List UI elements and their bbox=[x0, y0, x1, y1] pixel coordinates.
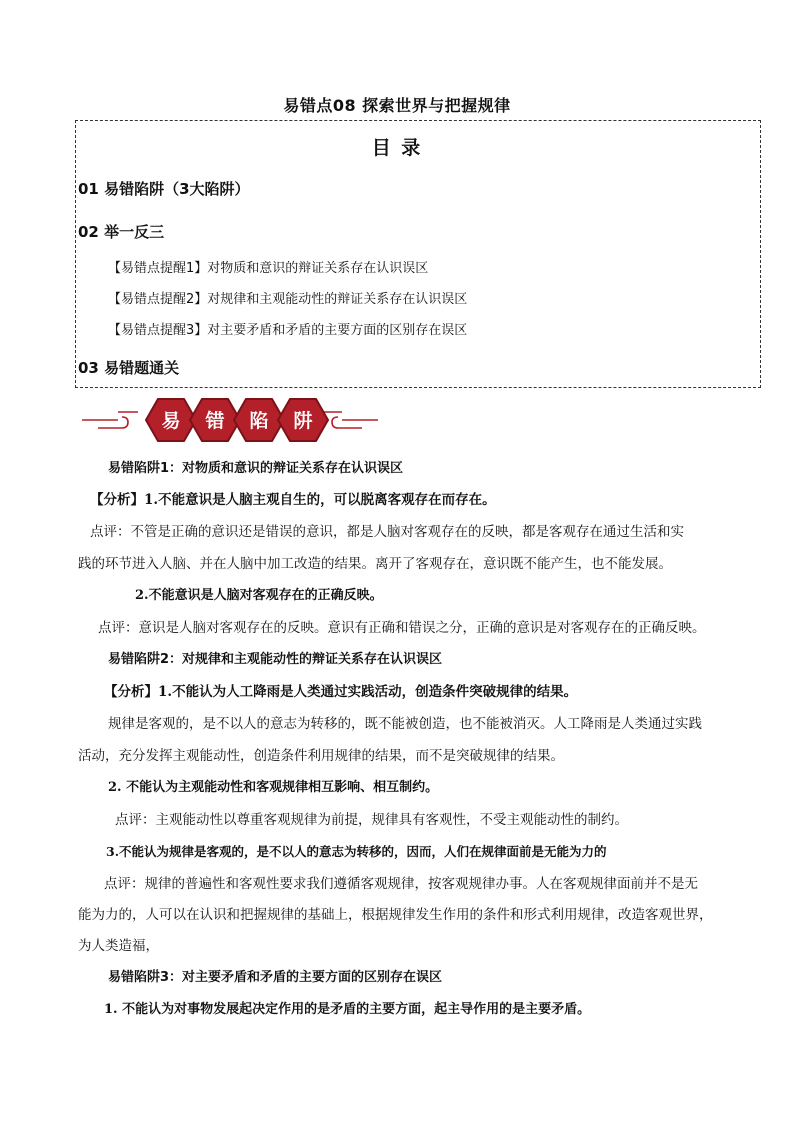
banner-char-4: 阱 bbox=[293, 410, 313, 432]
toc-item-exercises[interactable]: 03 易错题通关 bbox=[78, 359, 180, 377]
toc-subitem-3[interactable]: 【易错点提醒3】对主要矛盾和矛盾的主要方面的区别存在误区 bbox=[108, 323, 468, 338]
toc-item-examples[interactable]: 02 举一反三 bbox=[78, 223, 165, 241]
trap-1-heading: 易错陷阱1：对物质和意识的辩证关系存在认识误区 bbox=[108, 461, 404, 476]
toc-heading: 目 录 bbox=[371, 137, 423, 159]
banner-left-ornament bbox=[82, 412, 138, 428]
document-title: 易错点08 探索世界与把握规律 bbox=[283, 96, 511, 115]
trap-2-point-2: 2. 不能认为主观能动性和客观规律相互影响、相互制约。 bbox=[108, 780, 439, 795]
trap-1-point-2: 2.不能意识是人脑对客观存在的正确反映。 bbox=[135, 588, 383, 603]
trap-2-comment-2: 点评：主观能动性以尊重客观规律为前提，规律具有客观性，不受主观能动性的制约。 bbox=[115, 812, 628, 828]
trap-3-heading: 易错陷阱3：对主要矛盾和矛盾的主要方面的区别存在误区 bbox=[108, 970, 443, 985]
trap-2-text-line-1: 规律是客观的，是不以人的意志为转移的，既不能被创造，也不能被消灭。人工降雨是人类通过实践 bbox=[108, 716, 702, 732]
toc-subitem-1[interactable]: 【易错点提醒1】对物质和意识的辩证关系存在认识误区 bbox=[108, 261, 429, 276]
trap-2-heading: 易错陷阱2：对规律和主观能动性的辩证关系存在认识误区 bbox=[108, 652, 443, 667]
trap-2-comment-3-line-1: 点评：规律的普遍性和客观性要求我们遵循客观规律，按客观规律办事。人在客观规律面前并不是无 bbox=[104, 876, 698, 892]
section-banner bbox=[78, 393, 382, 447]
trap-2-comment-3-line-3: 为人类造福， bbox=[78, 938, 159, 954]
trap-1-comment-line-1: 点评：不管是正确的意识还是错误的意识，都是人脑对客观存在的反映，都是客观存在通过生活和实 bbox=[90, 524, 684, 540]
banner-char-1: 易 bbox=[161, 410, 181, 432]
banner-char-2: 错 bbox=[205, 410, 225, 432]
trap-1-comment-2: 点评：意识是人脑对客观存在的反映。意识有正确和错误之分，正确的意识是对客观存在的正确反映。 bbox=[98, 620, 706, 636]
toc-item-traps[interactable]: 01 易错陷阱（3大陷阱） bbox=[78, 180, 250, 198]
trap-2-text-line-2: 活动，充分发挥主观能动性，创造条件利用规律的结果，而不是突破规律的结果。 bbox=[78, 748, 564, 764]
trap-2-comment-3-line-2: 能为力的，人可以在认识和把握规律的基础上，根据规律发生作用的条件和形式利用规律，改造客观世界， bbox=[78, 907, 713, 923]
trap-2-point-3: 3.不能认为规律是客观的，是不以人的意志为转移的，因而，人们在规律面前是无能为力的 bbox=[106, 844, 607, 859]
trap-1-comment-line-2: 践的环节进入人脑、并在人脑中加工改造的结果。离开了客观存在，意识既不能产生，也不能发展。 bbox=[78, 556, 672, 572]
trap-1-analysis: 【分析】1.不能意识是人脑主观自生的，可以脱离客观存在而存在。 bbox=[90, 492, 496, 508]
toc-subitem-2[interactable]: 【易错点提醒2】对规律和主观能动性的辩证关系存在认识误区 bbox=[108, 292, 468, 307]
banner-char-3: 陷 bbox=[249, 410, 269, 432]
trap-3-point-1: 1. 不能认为对事物发展起决定作用的是矛盾的主要方面，起主导作用的是主要矛盾。 bbox=[104, 1002, 591, 1017]
banner-right-ornament bbox=[322, 412, 378, 428]
table-of-contents-box bbox=[75, 120, 761, 388]
trap-2-analysis: 【分析】1.不能认为人工降雨是人类通过实践活动，创造条件突破规律的结果。 bbox=[104, 684, 578, 700]
